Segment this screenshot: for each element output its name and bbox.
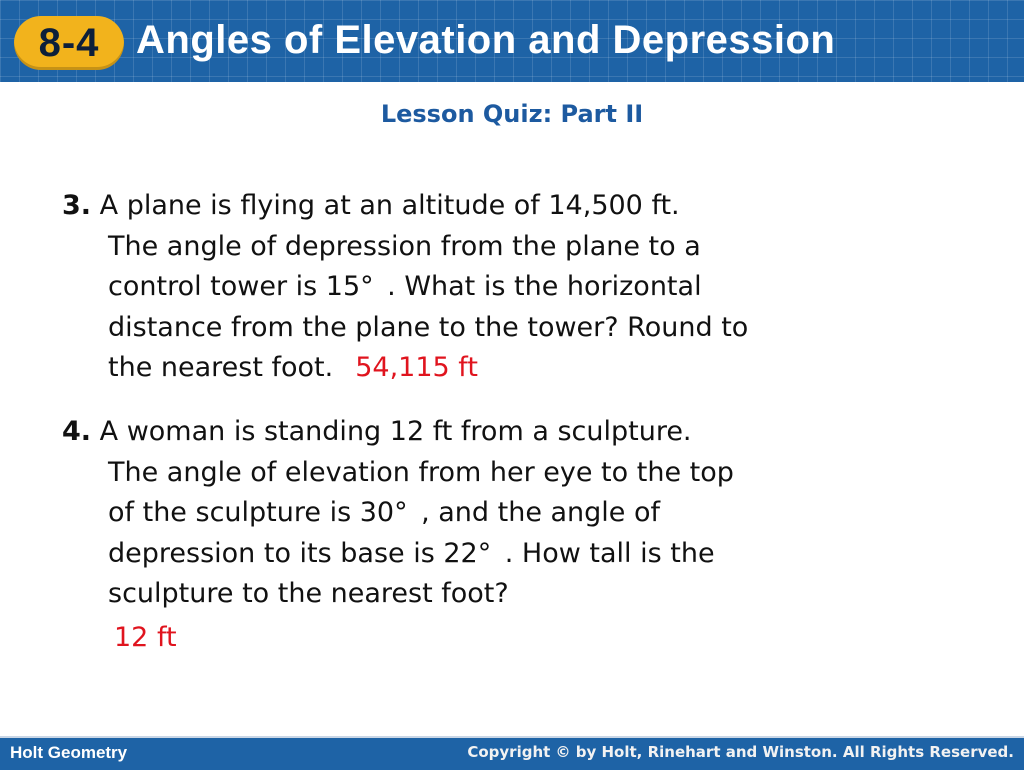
question-line — [62, 186, 962, 227]
question-text: A plane is flying at an altitude of 14,500 ft. — [99, 190, 680, 221]
question-text: A woman is standing 12 ft from a sculpture. — [99, 416, 692, 447]
question-number: 4. — [62, 416, 92, 447]
question-line: of the sculpture is 30° , and the angle of — [108, 497, 661, 528]
footer-publisher: Holt Geometry — [10, 743, 128, 762]
question-line: The angle of depression from the plane to a — [108, 230, 701, 262]
footer-copyright: Copyright © by Holt, Rinehart and Winston. All Rights Reserved. — [467, 743, 1014, 761]
question-line: The angle of elevation from her eye to the top — [108, 456, 734, 488]
quiz-subtitle: Lesson Quiz: Part II — [380, 100, 644, 128]
question-text: the nearest foot. — [108, 352, 334, 383]
question-4 — [62, 412, 962, 615]
question-line: depression to its base is 22° . How tall is the — [108, 537, 715, 569]
header-banner — [0, 0, 1024, 82]
question-number: 3. — [62, 190, 92, 221]
lesson-number-badge: 8-4 — [14, 16, 124, 70]
answer-4: 12 ft — [114, 622, 177, 653]
question-line: sculpture to the nearest foot? — [108, 578, 509, 609]
question-line — [62, 412, 962, 453]
question-line: control tower is 15° . What is the horizontal — [108, 271, 702, 302]
lesson-title: Angles of Elevation and Depression — [136, 18, 836, 62]
answer-3: 54,115 ft — [355, 352, 478, 383]
question-line — [62, 348, 962, 389]
question-line: distance from the plane to the tower? Round to — [108, 311, 749, 343]
footer-bar — [0, 736, 1024, 770]
question-3 — [62, 186, 962, 389]
